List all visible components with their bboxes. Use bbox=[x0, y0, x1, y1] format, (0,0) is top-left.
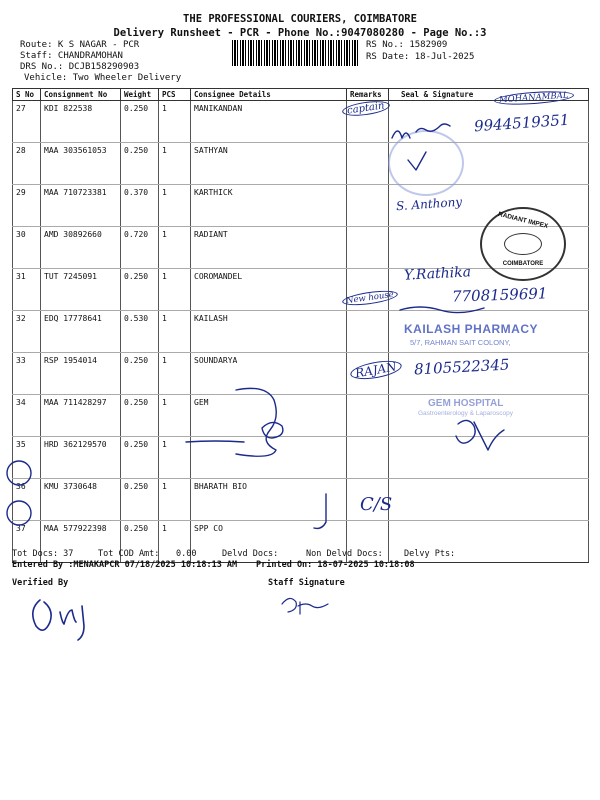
row-consignment: TUT 7245091 bbox=[41, 269, 121, 311]
rs-number: RS No.: 1582909 bbox=[366, 40, 448, 50]
row-sno: 28 bbox=[13, 143, 41, 185]
row-pcs: 1 bbox=[159, 395, 191, 437]
row-weight: 0.250 bbox=[121, 101, 159, 143]
verified-signature bbox=[33, 600, 84, 640]
radiant-seal bbox=[480, 207, 566, 281]
row-weight: 0.530 bbox=[121, 311, 159, 353]
handwritten-rathika: Y.Rathika bbox=[403, 264, 472, 284]
handwritten-rajan: RAJAN bbox=[349, 358, 403, 383]
table-row bbox=[13, 437, 589, 479]
row-consignment: RSP 1954014 bbox=[41, 353, 121, 395]
row-signature bbox=[389, 479, 589, 521]
handwritten-cs: C/S bbox=[360, 494, 393, 515]
row-consignee: SPP CO bbox=[191, 521, 347, 563]
row-consignee: SOUNDARYA bbox=[191, 353, 347, 395]
row-consignment: EDQ 17778641 bbox=[41, 311, 121, 353]
table-row bbox=[13, 143, 589, 185]
col-consignment: Consignment No bbox=[41, 89, 121, 101]
row-consignee bbox=[191, 437, 347, 479]
col-remarks: Remarks bbox=[347, 89, 389, 101]
delivered-docs: Delvd Docs: bbox=[222, 549, 279, 559]
row-sno: 32 bbox=[13, 311, 41, 353]
total-cod-label: Tot COD Amt: bbox=[98, 549, 160, 559]
row-sno: 34 bbox=[13, 395, 41, 437]
radiant-seal-inner bbox=[504, 233, 542, 255]
printed-on: Printed On: 18-07-2025 10:18:08 bbox=[256, 560, 415, 570]
total-cod-value: 0.00 bbox=[176, 549, 197, 559]
row-sno: 31 bbox=[13, 269, 41, 311]
handwritten-phone-1: 9944519351 bbox=[473, 110, 570, 136]
row-consignment: HRD 362129570 bbox=[41, 437, 121, 479]
row-consignment: MAA 710723381 bbox=[41, 185, 121, 227]
row-remarks bbox=[347, 185, 389, 227]
row-pcs: 1 bbox=[159, 185, 191, 227]
row-consignee: KARTHICK bbox=[191, 185, 347, 227]
gem-hospital-stamp: GEM HOSPITAL bbox=[428, 398, 504, 409]
row-pcs: 1 bbox=[159, 437, 191, 479]
row-consignee: COROMANDEL bbox=[191, 269, 347, 311]
vehicle-label: Vehicle: Two Wheeler Delivery bbox=[24, 73, 182, 83]
row-consignment: MAA 577922398 bbox=[41, 521, 121, 563]
row-pcs: 1 bbox=[159, 269, 191, 311]
row-consignee: GEM bbox=[191, 395, 347, 437]
handwritten-mohanambal: MOHANAMBAL bbox=[494, 89, 574, 107]
radiant-seal-city: COIMBATORE bbox=[502, 261, 544, 267]
col-pcs: PCS bbox=[159, 89, 191, 101]
row-consignment: AMD 30892660 bbox=[41, 227, 121, 269]
rs-date: RS Date: 18-Jul-2025 bbox=[366, 52, 475, 62]
row-pcs: 1 bbox=[159, 227, 191, 269]
gem-hospital-subtitle: Gastroenterology & Laparoscopy bbox=[418, 410, 514, 417]
row-pcs: 1 bbox=[159, 101, 191, 143]
table-row bbox=[13, 479, 589, 521]
entered-by: Entered By :MENAKAPCR 07/18/2025 10:18:13 AM bbox=[12, 560, 238, 570]
row-remarks bbox=[347, 143, 389, 185]
row-weight: 0.370 bbox=[121, 185, 159, 227]
total-docs: Tot Docs: 37 bbox=[12, 549, 74, 559]
row-signature bbox=[389, 437, 589, 479]
col-consignee: Consignee Details bbox=[191, 89, 347, 101]
non-delivered-docs: Non Delvd Docs: bbox=[306, 549, 383, 559]
row-consignee: RADIANT bbox=[191, 227, 347, 269]
row-consignment: KDI 822538 bbox=[41, 101, 121, 143]
delivery-points: Delvy Pts: bbox=[404, 549, 456, 559]
col-sno: S No bbox=[13, 89, 41, 101]
drs-number: DRS No.: DCJB158290903 bbox=[20, 62, 140, 72]
handwritten-new-house: New house bbox=[341, 288, 398, 308]
row-pcs: 1 bbox=[159, 521, 191, 563]
verified-by-label: Verified By bbox=[12, 578, 69, 588]
row-remarks bbox=[347, 395, 389, 437]
row-sno: 27 bbox=[13, 101, 41, 143]
staff-signature bbox=[282, 598, 328, 614]
row-weight: 0.250 bbox=[121, 479, 159, 521]
row-pcs: 1 bbox=[159, 143, 191, 185]
kailash-pharmacy-stamp: KAILASH PHARMACY bbox=[404, 322, 538, 336]
row-weight: 0.250 bbox=[121, 437, 159, 479]
row-consignment: MAA 711428297 bbox=[41, 395, 121, 437]
row-sno: 35 bbox=[13, 437, 41, 479]
row-sno: 29 bbox=[13, 185, 41, 227]
row-pcs: 1 bbox=[159, 479, 191, 521]
row-sno: 37 bbox=[13, 521, 41, 563]
staff-signature-label: Staff Signature bbox=[268, 578, 345, 588]
col-weight: Weight bbox=[121, 89, 159, 101]
row-weight: 0.250 bbox=[121, 353, 159, 395]
handwritten-phone-3: 8105522345 bbox=[413, 355, 510, 379]
handwritten-captain: captain bbox=[341, 99, 390, 118]
row-weight: 0.250 bbox=[121, 395, 159, 437]
row-sno: 30 bbox=[13, 227, 41, 269]
row-consignment: MAA 303561053 bbox=[41, 143, 121, 185]
row-consignee: SATHYAN bbox=[191, 143, 347, 185]
runsheet-subtitle: Delivery Runsheet - PCR - Phone No.:9047080280 - Page No.:3 bbox=[113, 27, 487, 39]
kailash-address-stamp: 5/7, RAHMAN SAIT COLONY, bbox=[410, 338, 511, 347]
row-remarks bbox=[347, 311, 389, 353]
staff-label: Staff: CHANDRAMOHAN bbox=[20, 51, 123, 61]
row-sno: 33 bbox=[13, 353, 41, 395]
col-seal-signature: Seal & Signature bbox=[389, 89, 589, 101]
row-consignment: KMU 3730648 bbox=[41, 479, 121, 521]
radiant-seal-name: RADIANT IMPEX bbox=[497, 210, 549, 231]
row-pcs: 1 bbox=[159, 353, 191, 395]
row-consignee: KAILASH bbox=[191, 311, 347, 353]
company-title: THE PROFESSIONAL COURIERS, COIMBATORE bbox=[183, 13, 417, 25]
row-weight: 0.720 bbox=[121, 227, 159, 269]
agent-round-stamp bbox=[388, 130, 464, 196]
barcode bbox=[232, 40, 360, 66]
row-remarks bbox=[347, 227, 389, 269]
row-consignee: BHARATH BIO bbox=[191, 479, 347, 521]
row-weight: 0.250 bbox=[121, 269, 159, 311]
handwritten-phone-2: 7708159691 bbox=[451, 284, 548, 306]
row-consignee: MANIKANDAN bbox=[191, 101, 347, 143]
row-weight: 0.250 bbox=[121, 143, 159, 185]
handwritten-anthony: S. Anthony bbox=[395, 194, 463, 214]
route-label: Route: K S NAGAR - PCR bbox=[20, 40, 140, 50]
row-pcs: 1 bbox=[159, 311, 191, 353]
row-remarks bbox=[347, 437, 389, 479]
row-weight: 0.250 bbox=[121, 521, 159, 563]
row-sno: 36 bbox=[13, 479, 41, 521]
